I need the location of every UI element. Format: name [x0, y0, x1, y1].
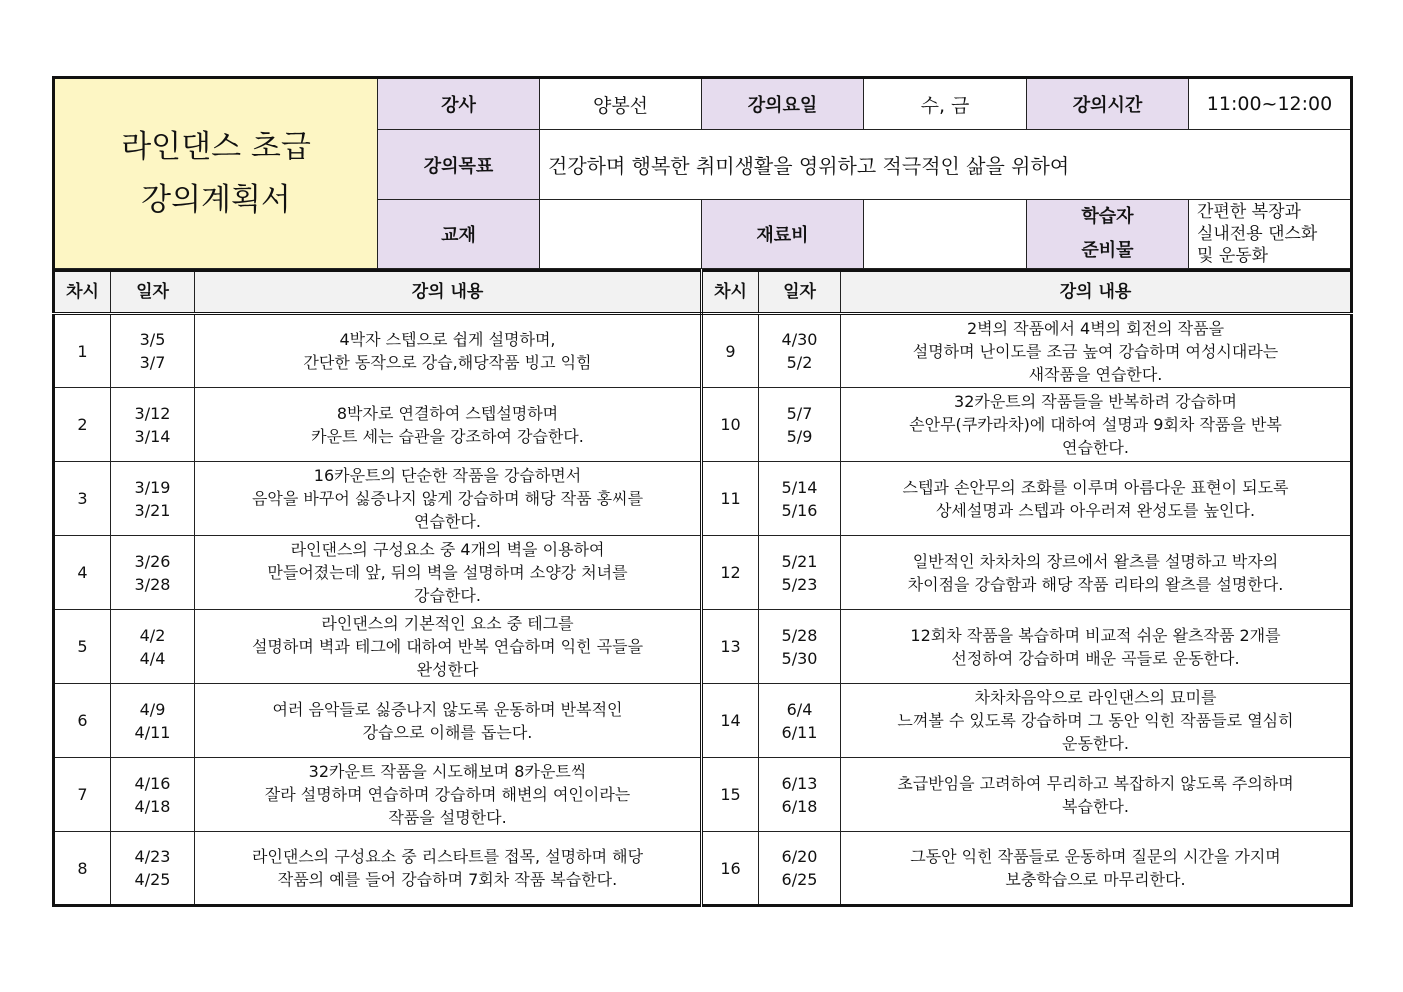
session-dates: [111, 388, 195, 462]
session-dates: [111, 536, 195, 610]
session-date: 3/7: [139, 353, 166, 373]
textbook-label: 교재: [378, 200, 540, 269]
session-content-line: 그동안 익힌 작품들로 운동하며 질문의 시간을 가지며: [910, 847, 1281, 867]
instructor-value: 양봉선: [540, 78, 702, 130]
session-number: 1: [54, 314, 111, 388]
session-content-line: 4박자 스텝으로 쉽게 설명하며,: [339, 330, 556, 350]
prep-line-2: 실내전용 댄스화: [1197, 224, 1318, 245]
session-content-line: 복습한다.: [1062, 796, 1129, 816]
session-content: [195, 832, 702, 906]
session-number: 7: [54, 758, 111, 832]
schedule-row: [54, 314, 1352, 388]
content-header-left: 강의 내용: [195, 271, 702, 314]
session-content-line: 작품의 예를 들어 강습하며 7회차 작품 복습한다.: [277, 870, 618, 890]
session-content-line: 라인댄스의 기본적인 요소 중 테그를: [321, 614, 574, 634]
date-header-left: 일자: [111, 271, 195, 314]
session-content-line: 느껴볼 수 있도록 강습하며 그 동안 익힌 작품들로 열심히: [897, 711, 1294, 731]
session-date: 5/21: [781, 551, 818, 571]
session-dates: [759, 388, 841, 462]
session-date: 3/5: [139, 330, 166, 350]
textbook-value: [540, 200, 702, 269]
prep-line-1: 간편한 복장과: [1197, 202, 1301, 223]
schedule-body: [54, 314, 1352, 906]
session-content-line: 라인댄스의 구성요소 중 리스타트를 접목, 설명하며 해당: [251, 847, 644, 867]
session-content-line: 12회차 작품을 복습하며 비교적 쉬운 왈츠작품 2개를: [910, 625, 1281, 645]
session-content: [195, 462, 702, 536]
session-content-line: 일반적인 차차차의 장르에서 왈츠를 설명하고 박자의: [912, 551, 1279, 571]
session-content-line: 손안무(쿠카라차)에 대하여 설명과 9회차 작품을 반복: [909, 415, 1282, 435]
session-content-line: 2벽의 작품에서 4벽의 회전의 작품을: [966, 318, 1225, 338]
session-content: [195, 684, 702, 758]
session-date: 5/16: [781, 500, 818, 520]
session-content-line: 스텝과 손안무의 조화를 이루며 아름다운 표현이 되도록: [902, 477, 1289, 497]
session-content-line: 새작품을 연습한다.: [1028, 364, 1163, 384]
session-date: 4/30: [781, 330, 818, 350]
session-number: 14: [702, 684, 759, 758]
session-content-line: 설명하며 난이도를 조금 높여 강습하며 여성시대라는: [912, 341, 1279, 361]
session-date: 3/26: [134, 551, 171, 571]
session-content-line: 상세설명과 스텝과 아우러져 완성도를 높인다.: [935, 500, 1256, 520]
session-content-line: 음악을 바꾸어 싫증나지 않게 강습하며 해당 작품 홍씨를: [251, 489, 644, 509]
session-date: 5/14: [781, 477, 818, 497]
session-content-line: 설명하며 벽과 테그에 대하여 반복 연습하며 익힌 곡들을: [251, 637, 644, 657]
session-content-line: 카운트 세는 습관을 강조하여 강습한다.: [311, 426, 584, 446]
session-dates: [759, 462, 841, 536]
session-content-line: 간단한 동작으로 강습,해당작품 빙고 익힘: [303, 353, 592, 373]
session-header-left: 차시: [54, 271, 111, 314]
session-content-line: 완성한다: [416, 660, 479, 680]
session-number: 12: [702, 536, 759, 610]
session-number: 13: [702, 610, 759, 684]
schedule-row: [54, 388, 1352, 462]
schedule-row: [54, 536, 1352, 610]
document-title: [54, 78, 378, 269]
lecture-plan-sheet: [52, 76, 1350, 907]
session-number: 8: [54, 832, 111, 906]
goal-label: 강의목표: [378, 130, 540, 200]
date-header-right: 일자: [759, 271, 841, 314]
session-content-line: 차이점을 강습함과 해당 작품 리타의 왈츠를 설명한다.: [907, 574, 1284, 594]
session-content: [195, 314, 702, 388]
session-date: 3/14: [134, 426, 171, 446]
prep-line-3: 및 운동화: [1197, 246, 1269, 267]
session-content: [195, 536, 702, 610]
content-header-right: 강의 내용: [841, 271, 1352, 314]
schedule-row: [54, 462, 1352, 536]
session-dates: [759, 832, 841, 906]
schedule-table: [52, 269, 1353, 907]
session-date: 5/2: [786, 353, 813, 373]
session-dates: [111, 758, 195, 832]
session-content: [195, 610, 702, 684]
session-content: [841, 462, 1352, 536]
material-fee-value: [864, 200, 1027, 269]
session-date: 6/18: [781, 796, 818, 816]
schedule-row: [54, 684, 1352, 758]
instructor-label: 강사: [378, 78, 540, 130]
session-number: 10: [702, 388, 759, 462]
session-content-line: 운동한다.: [1062, 734, 1129, 754]
session-date: 4/9: [139, 699, 166, 719]
learner-prep-value: [1189, 200, 1352, 269]
session-content-line: 강습한다.: [414, 586, 481, 606]
session-date: 3/19: [134, 477, 171, 497]
material-fee-label: 재료비: [702, 200, 864, 269]
session-date: 4/25: [134, 870, 171, 890]
time-value: 11:00~12:00: [1189, 78, 1352, 130]
session-date: 5/30: [781, 648, 818, 668]
session-dates: [759, 536, 841, 610]
session-number: 15: [702, 758, 759, 832]
session-number: 2: [54, 388, 111, 462]
title-line-1: 라인댄스 초급: [121, 129, 311, 165]
learner-prep-label-line-1: 학습자: [1081, 206, 1134, 227]
session-dates: [111, 462, 195, 536]
days-label: 강의요일: [702, 78, 864, 130]
schedule-row: [54, 832, 1352, 906]
session-content-line: 라인댄스의 구성요소 중 4개의 벽을 이용하여: [290, 540, 605, 560]
session-content: [841, 684, 1352, 758]
session-dates: [111, 314, 195, 388]
schedule-row: [54, 758, 1352, 832]
schedule-header-row: [54, 271, 1352, 314]
session-number: 6: [54, 684, 111, 758]
session-content-line: 여러 음악들로 싫증나지 않도록 운동하며 반복적인: [272, 699, 623, 719]
goal-value: 건강하며 행복한 취미생활을 영위하고 적극적인 삶을 위하여: [540, 130, 1352, 200]
session-content: [841, 388, 1352, 462]
session-content-line: 선정하여 강습하며 배운 곡들로 운동한다.: [951, 648, 1240, 668]
session-date: 6/11: [781, 722, 818, 742]
session-date: 4/2: [139, 625, 166, 645]
session-date: 5/7: [786, 403, 813, 423]
session-date: 4/16: [134, 773, 171, 793]
session-date: 4/4: [139, 648, 166, 668]
learner-prep-label: [1027, 200, 1189, 269]
session-date: 3/28: [134, 574, 171, 594]
session-content-line: 연습한다.: [1062, 438, 1129, 458]
session-date: 5/28: [781, 625, 818, 645]
session-date: 6/13: [781, 773, 818, 793]
session-number: 3: [54, 462, 111, 536]
session-content-line: 잘라 설명하며 연습하며 강습하며 해변의 여인이라는: [264, 785, 631, 805]
session-header-right: 차시: [702, 271, 759, 314]
session-dates: [111, 610, 195, 684]
session-dates: [111, 684, 195, 758]
session-dates: [759, 314, 841, 388]
header-info-table: [52, 76, 1353, 269]
session-content-line: 16카운트의 단순한 작품을 강습하면서: [313, 466, 582, 486]
session-content-line: 보충학습으로 마무리한다.: [1005, 870, 1186, 890]
session-date: 4/18: [134, 796, 171, 816]
session-content: [841, 832, 1352, 906]
session-dates: [759, 758, 841, 832]
session-content-line: 강습으로 이해를 돕는다.: [362, 722, 533, 742]
time-label: 강의시간: [1027, 78, 1189, 130]
session-content-line: 8박자로 연결하여 스텝설명하며: [336, 403, 559, 423]
session-content-line: 차차차음악으로 라인댄스의 묘미를: [974, 688, 1217, 708]
session-number: 9: [702, 314, 759, 388]
session-content-line: 연습한다.: [414, 512, 481, 532]
session-number: 11: [702, 462, 759, 536]
session-content: [841, 758, 1352, 832]
session-content-line: 초급반임을 고려하여 무리하고 복잡하지 않도록 주의하며: [897, 773, 1294, 793]
session-dates: [759, 684, 841, 758]
session-content-line: 작품을 설명한다.: [388, 808, 507, 828]
session-content-line: 만들어졌는데 앞, 뒤의 벽을 설명하며 소양강 처녀를: [267, 563, 628, 583]
session-content: [841, 314, 1352, 388]
session-date: 3/21: [134, 500, 171, 520]
session-number: 5: [54, 610, 111, 684]
session-date: 6/20: [781, 847, 818, 867]
session-number: 16: [702, 832, 759, 906]
session-dates: [759, 610, 841, 684]
session-date: 6/25: [781, 870, 818, 890]
session-content: [195, 388, 702, 462]
schedule-row: [54, 610, 1352, 684]
title-line-2: 강의계획서: [141, 181, 291, 218]
session-date: 3/12: [134, 403, 171, 423]
session-content-line: 32카운트 작품을 시도해보며 8카운트씩: [308, 762, 587, 782]
session-content: [195, 758, 702, 832]
session-number: 4: [54, 536, 111, 610]
session-content-line: 32카운트의 작품들을 반복하려 강습하며: [954, 392, 1237, 412]
session-dates: [111, 832, 195, 906]
session-date: 5/9: [786, 426, 813, 446]
days-value: 수, 금: [864, 78, 1027, 130]
session-content: [841, 610, 1352, 684]
session-date: 4/11: [134, 722, 171, 742]
session-date: 4/23: [134, 847, 171, 867]
learner-prep-label-line-2: 준비물: [1081, 240, 1134, 262]
session-date: 6/4: [786, 699, 813, 719]
session-date: 5/23: [781, 574, 818, 594]
session-content: [841, 536, 1352, 610]
